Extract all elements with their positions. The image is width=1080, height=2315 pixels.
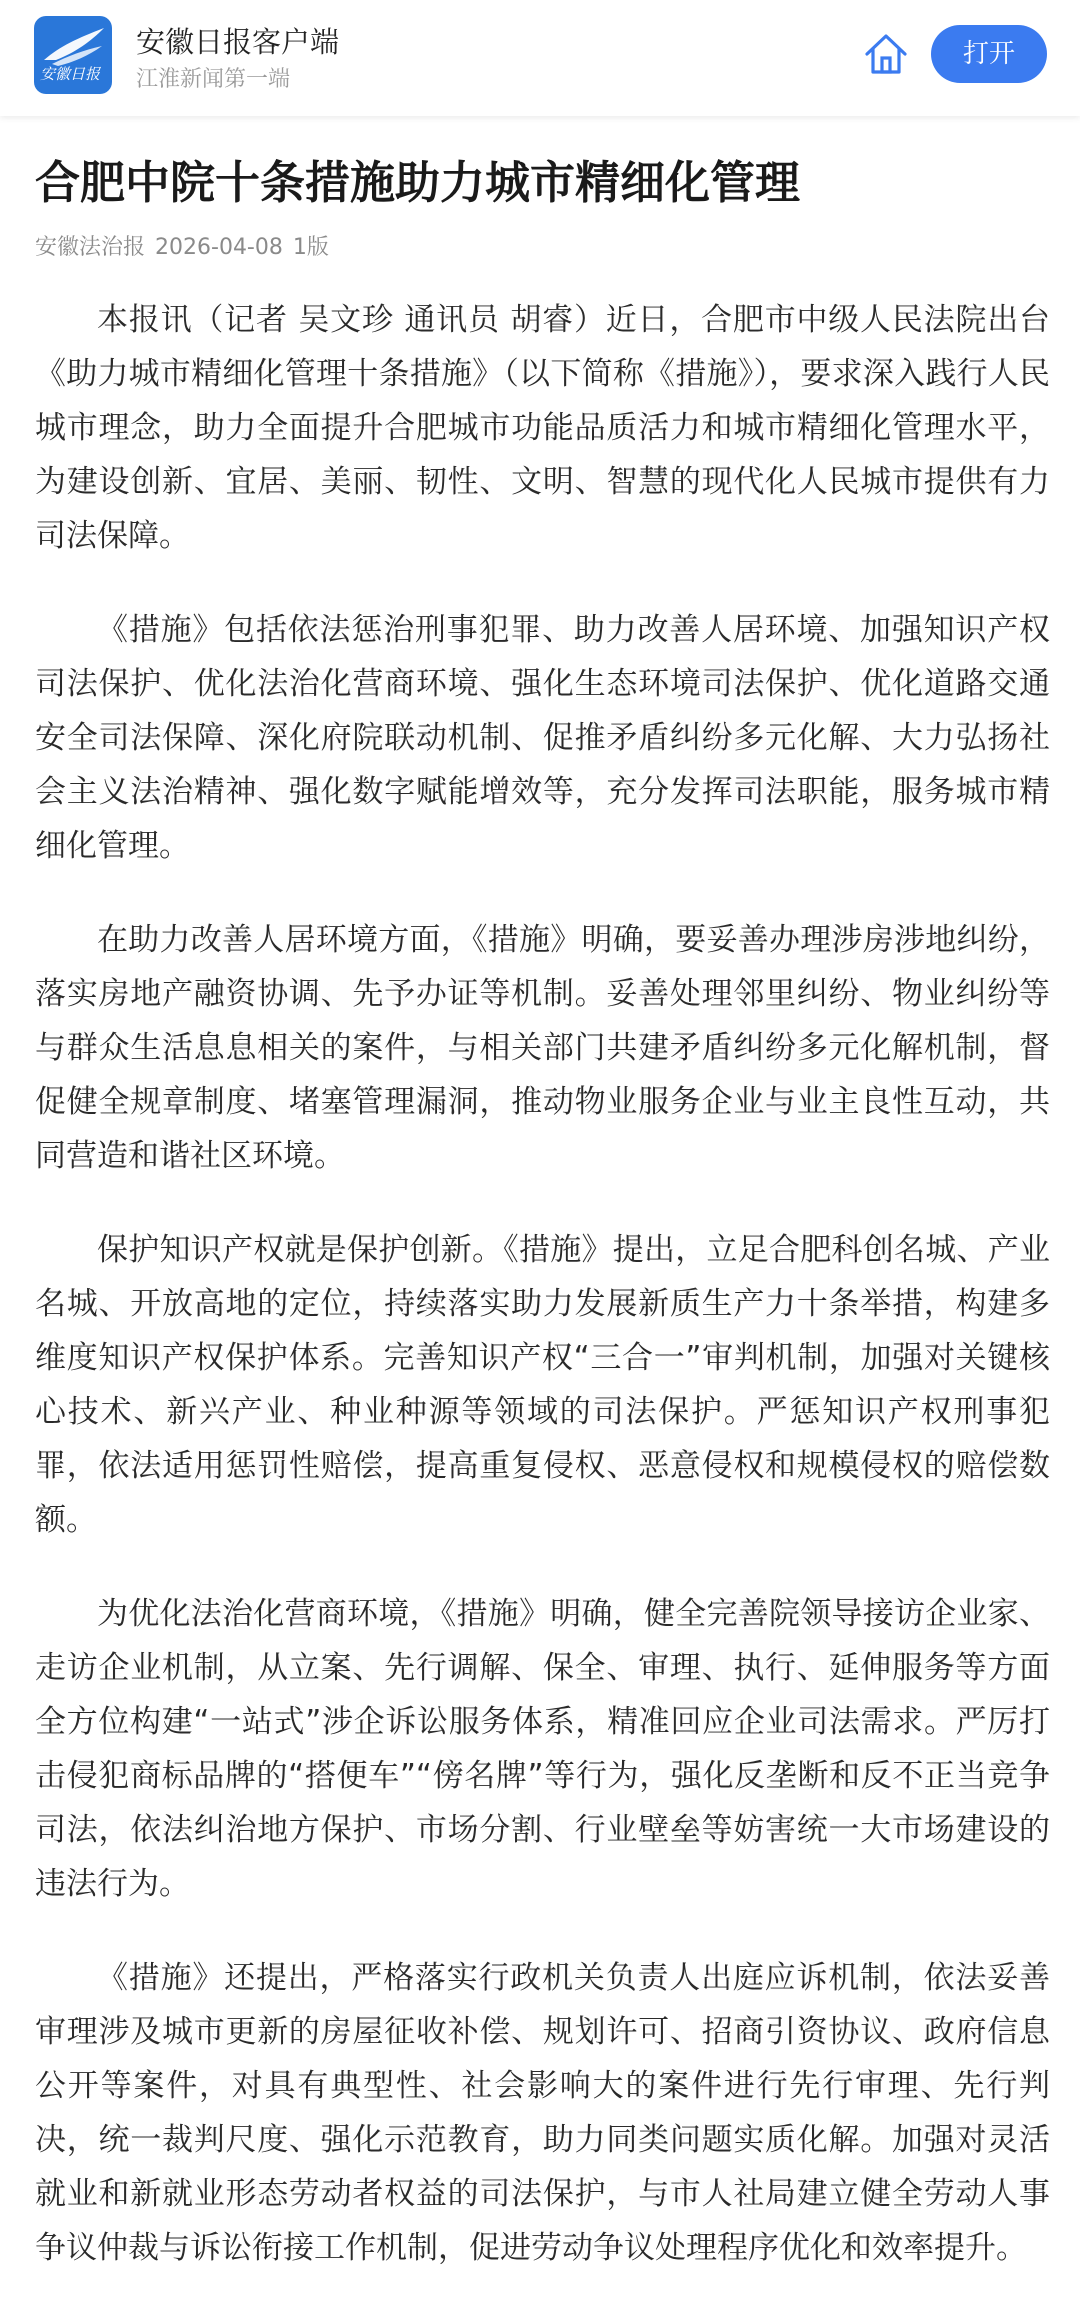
app-slogan: 江淮新闻第一端 bbox=[136, 67, 291, 92]
article-paragraph: 在助力改善人居环境方面，《措施》明确，要妥善办理涉房涉地纠纷，落实房地产融资协调、先予办证等机制。妥善处理邻里纠纷、物业纠纷等与群众生活息息相关的案件，与相关部门共建矛盾纠纷多元化解机制，督促健全规章制度、堵塞管理漏洞，推动物业服务企业与业主良性互动，共同营造和谐社区环境。 bbox=[35, 922, 1050, 1174]
article-paragraph: 《措施》包括依法惩治刑事犯罪、助力改善人居环境、加强知识产权司法保护、优化法治化营商环境、强化生态环境司法保护、优化道路交通安全司法保障、深化府院联动机制、促推矛盾纠纷多元化解、大力弘扬社会主义法治精神、强化数字赋能增效等，充分发挥司法职能，服务城市精细化管理。 bbox=[35, 612, 1050, 864]
article-paragraph: 为优化法治化营商环境，《措施》明确，健全完善院领导接访企业家、走访企业机制，从立案、先行调解、保全、审理、执行、延伸服务等方面全方位构建“一站式”涉企诉讼服务体系，精准回应企业司法需求。严厉打击侵犯商标品牌的“搭便车”“傍名牌”等行为，强化反垄断和反不正当竞争司法，依法纠治地方保护、市场分割、行业壁垒等妨害统一大市场建设的违法行为。 bbox=[35, 1596, 1050, 1902]
article bbox=[35, 145, 1050, 2315]
article-title: 合肥中院十条措施助力城市精细化管理 bbox=[35, 156, 801, 209]
article-source: 安徽法治报 bbox=[35, 235, 146, 260]
article-meta bbox=[35, 233, 1050, 263]
home-icon[interactable] bbox=[862, 30, 910, 78]
logo-text: 安徽日报 bbox=[40, 65, 101, 83]
open-app-button[interactable]: 打开 bbox=[931, 25, 1047, 83]
article-date: 2026-04-08 bbox=[155, 235, 283, 260]
article-page: 1版 bbox=[292, 235, 329, 260]
article-paragraph: 《措施》还提出，严格落实行政机关负责人出庭应诉机制，依法妥善审理涉及城市更新的房屋征收补偿、规划许可、招商引资协议、政府信息公开等案件，对具有典型性、社会影响大的案件进行先行审理、先行判决，统一裁判尺度、强化示范教育，助力同类问题实质化解。加强对灵活就业和新就业形态劳动者权益的司法保护，与市人社局建立健全劳动人事争议仲裁与诉讼衔接工作机制，促进劳动争议处理程序优化和效率提升。 bbox=[35, 1960, 1050, 2266]
app-banner bbox=[0, 0, 1080, 116]
app-name: 安徽日报客户端 bbox=[136, 25, 340, 59]
app-logo bbox=[34, 16, 112, 94]
article-paragraph: 保护知识产权就是保护创新。《措施》提出，立足合肥科创名城、产业名城、开放高地的定位，持续落实助力发展新质生产力十条举措，构建多维度知识产权保护体系。完善知识产权“三合一”审判机制，加强对关键核心技术、新兴产业、种业种源等领域的司法保护。严惩知识产权刑事犯罪，依法适用惩罚性赔偿，提高重复侵权、恶意侵权和规模侵权的赔偿数额。 bbox=[35, 1232, 1050, 1538]
article-paragraph: 本报讯（记者 吴文珍 通讯员 胡睿）近日，合肥市中级人民法院出台《助力城市精细化管理十条措施》（以下简称《措施》），要求深入践行人民城市理念，助力全面提升合肥城市功能品质活力和城市精细化管理水平，为建设创新、宜居、美丽、韧性、文明、智慧的现代化人民城市提供有力司法保障。 bbox=[35, 302, 1050, 554]
article-body bbox=[35, 293, 1050, 2275]
